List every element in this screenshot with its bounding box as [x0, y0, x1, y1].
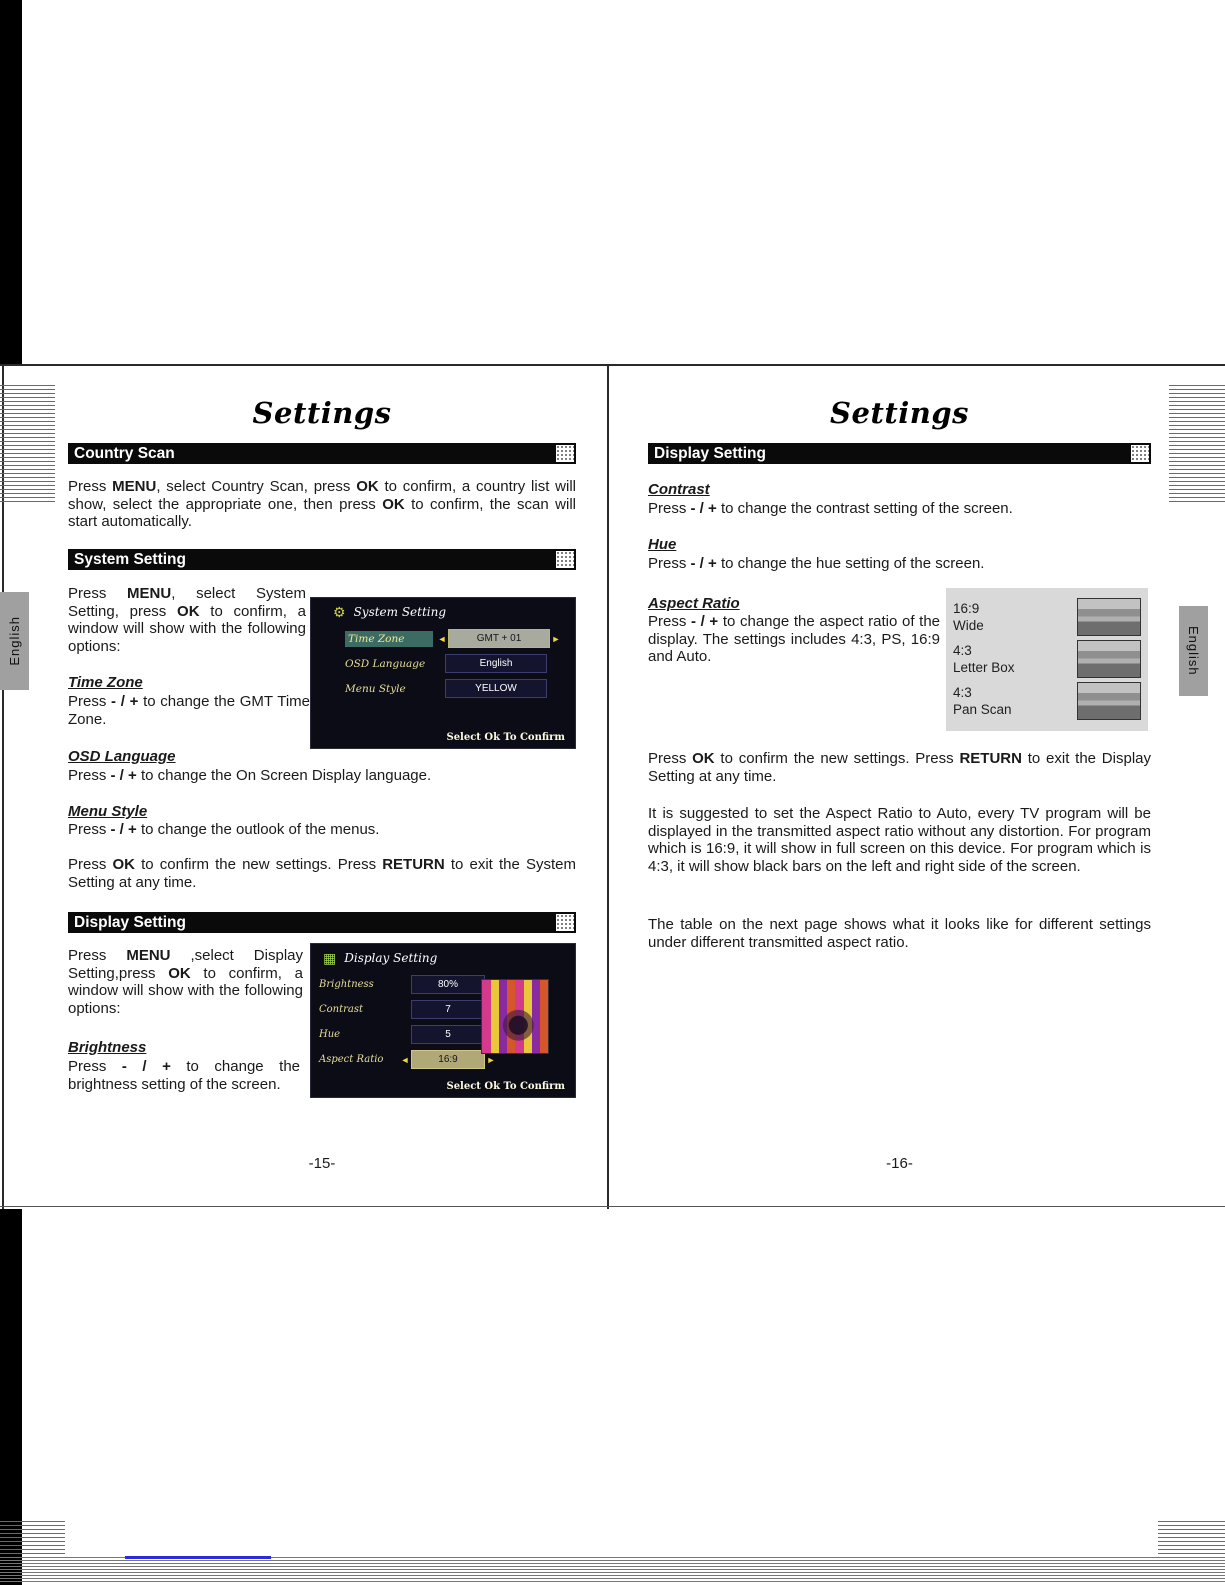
page-number: -15-	[308, 1155, 336, 1172]
osd-menu-footer: Select Ok To Confirm	[446, 1081, 565, 1092]
osd-menu-row-value: English	[445, 654, 547, 673]
osd-menu-header	[311, 944, 575, 968]
osd-menu-row-label: Brightness	[319, 979, 374, 990]
osd-menu-row-label: Menu Style	[345, 682, 406, 695]
aspect-ratio-value: 4:3	[953, 643, 972, 658]
paragraph-contrast: Press - / + to change the contrast setting of the screen.	[648, 500, 1013, 517]
arrow-left-icon: ◄	[437, 633, 447, 644]
subheading-brightness: Brightness	[68, 1039, 147, 1056]
aspect-mode-value: Pan Scan	[953, 702, 1012, 717]
section-header-display-setting	[68, 912, 576, 933]
subheading-hue: Hue	[648, 536, 677, 553]
paragraph-system-setting-outro: Press OK to confirm the new settings. Press RETURN to exit the System Setting at any time.	[68, 856, 576, 891]
subheading-time-zone: Time Zone	[68, 674, 143, 691]
hatch-decoration-right	[1169, 385, 1225, 503]
osd-menu-row-value: GMT + 01	[448, 629, 550, 648]
page-bottom-border	[0, 1206, 1225, 1207]
osd-menu-rows	[311, 622, 575, 701]
aspect-example-thumbnail	[1077, 598, 1141, 636]
header-stipple	[556, 445, 574, 462]
scan-edge-top-left	[0, 0, 22, 364]
language-tab-right	[1179, 606, 1208, 696]
preview-photo-thumbnail	[481, 979, 549, 1054]
paragraph-display-setting-outro: Press OK to confirm the new settings. Press RETURN to exit the Display Setting at any time.	[648, 750, 1151, 785]
osd-menu-row-label: OSD Language	[345, 657, 426, 670]
paragraph-osd-language: Press - / + to change the On Screen Display language.	[68, 767, 432, 784]
osd-menu-row	[345, 651, 563, 676]
page-number: -16-	[886, 1155, 913, 1172]
paragraph-hue: Press - / + to change the hue setting of the screen.	[648, 555, 985, 572]
subheading-aspect-ratio: Aspect Ratio	[648, 595, 740, 612]
aspect-ratio-value: 16:9	[953, 601, 980, 616]
paragraph-next-page-note: The table on the next page shows what it looks like for different settings under different transmitted aspect ratio.	[648, 916, 1151, 951]
paragraph-menu-style: Press - / + to change the outlook of the menus.	[68, 821, 380, 838]
hatch-decoration-bottom-left	[0, 1521, 65, 1555]
osd-menu-row-value: 16:9	[411, 1050, 485, 1069]
osd-menu-row-label: Hue	[319, 1029, 341, 1040]
section-header-country-scan	[68, 443, 576, 464]
osd-menu-row	[345, 626, 563, 651]
aspect-figure-label	[953, 642, 1015, 676]
osd-menu-footer: Select Ok To Confirm	[446, 732, 565, 743]
arrow-right-icon: ►	[551, 633, 561, 644]
subheading-menu-style: Menu Style	[68, 803, 148, 820]
language-tab-right-label: English	[1186, 626, 1201, 676]
blue-mark-decoration	[125, 1556, 271, 1559]
section-header-display-setting	[648, 443, 1151, 464]
aspect-ratio-value: 4:3	[953, 685, 972, 700]
aspect-figure-row	[953, 638, 1141, 680]
hatch-decoration-left	[0, 385, 55, 503]
system-setting-icon: ⚙	[333, 604, 346, 620]
aspect-example-thumbnail	[1077, 682, 1141, 720]
osd-menu-header	[311, 598, 575, 622]
aspect-figure-row	[953, 680, 1141, 722]
language-tab-left	[0, 592, 29, 690]
aspect-ratio-figure	[946, 588, 1148, 731]
page-title: Settings	[252, 396, 392, 430]
section-header-system-setting	[68, 549, 576, 570]
bottom-stripe-decoration	[0, 1557, 1225, 1584]
aspect-figure-row	[953, 596, 1141, 638]
header-stipple	[556, 551, 574, 568]
paragraph-display-setting-intro: Press MENU ,select Display Setting,press OK to confirm, a window will show with the following options:	[68, 947, 303, 1017]
aspect-figure-label	[953, 684, 1012, 718]
paragraph-time-zone: Press - / + to change the GMT Time Zone.	[68, 693, 310, 728]
display-setting-icon: ▦	[323, 950, 337, 966]
page-top-border	[0, 364, 1225, 366]
hatch-decoration-bottom-right	[1158, 1521, 1225, 1555]
section-header-label: Display Setting	[654, 445, 766, 462]
subheading-osd-language: OSD Language	[68, 748, 176, 765]
osd-menu-row-value: YELLOW	[445, 679, 547, 698]
paragraph-system-setting-intro: Press MENU, select System Setting, press OK to confirm, a window will show with the following options:	[68, 585, 306, 655]
aspect-mode-value: Letter Box	[953, 660, 1015, 675]
paragraph-brightness: Press - / + to change the brightness setting of the screen.	[68, 1058, 301, 1093]
arrow-right-icon: ►	[486, 1054, 496, 1065]
section-header-label: Display Setting	[74, 914, 186, 931]
system-setting-screenshot	[310, 597, 576, 749]
paragraph-aspect-auto-note: It is suggested to set the Aspect Ratio to Auto, every TV program will be displayed in the transmitted aspect ratio without any distortion. For program which is 16:9, it will show in full screen on this device. For program which is 4:3, it will show black bars on the left and right side of the screen.	[648, 805, 1151, 875]
language-tab-left-label: English	[7, 616, 22, 666]
paragraph-country-scan: Press MENU, select Country Scan, press OK to confirm, a country list will show, select the appropriate one, then press OK to confirm, the scan will start automatically.	[68, 478, 576, 531]
page-title: Settings	[830, 396, 969, 430]
section-header-label: Country Scan	[74, 445, 175, 462]
osd-menu-row-label: Aspect Ratio	[319, 1054, 384, 1065]
osd-menu-title: Display Setting	[344, 951, 438, 965]
arrow-left-icon: ◄	[400, 1054, 410, 1065]
osd-menu-row-label: Time Zone	[345, 631, 433, 647]
osd-menu-title: System Setting	[353, 605, 447, 619]
page-divider	[607, 364, 609, 1209]
osd-menu-row-value: 5	[411, 1025, 485, 1044]
header-stipple	[1131, 445, 1149, 462]
paragraph-aspect-ratio: Press - / + to change the aspect ratio of the display. The settings includes 4:3, PS, 16:9 and Auto.	[648, 613, 940, 666]
osd-menu-row-value: 80%	[411, 975, 485, 994]
aspect-example-thumbnail	[1077, 640, 1141, 678]
section-header-label: System Setting	[74, 551, 186, 568]
aspect-figure-label	[953, 600, 984, 634]
osd-menu-row-value: 7	[411, 1000, 485, 1019]
osd-menu-row	[345, 676, 563, 701]
aspect-mode-value: Wide	[953, 618, 984, 633]
osd-menu-row-label: Contrast	[319, 1004, 364, 1015]
subheading-contrast: Contrast	[648, 481, 710, 498]
header-stipple	[556, 914, 574, 931]
display-setting-screenshot	[310, 943, 576, 1098]
